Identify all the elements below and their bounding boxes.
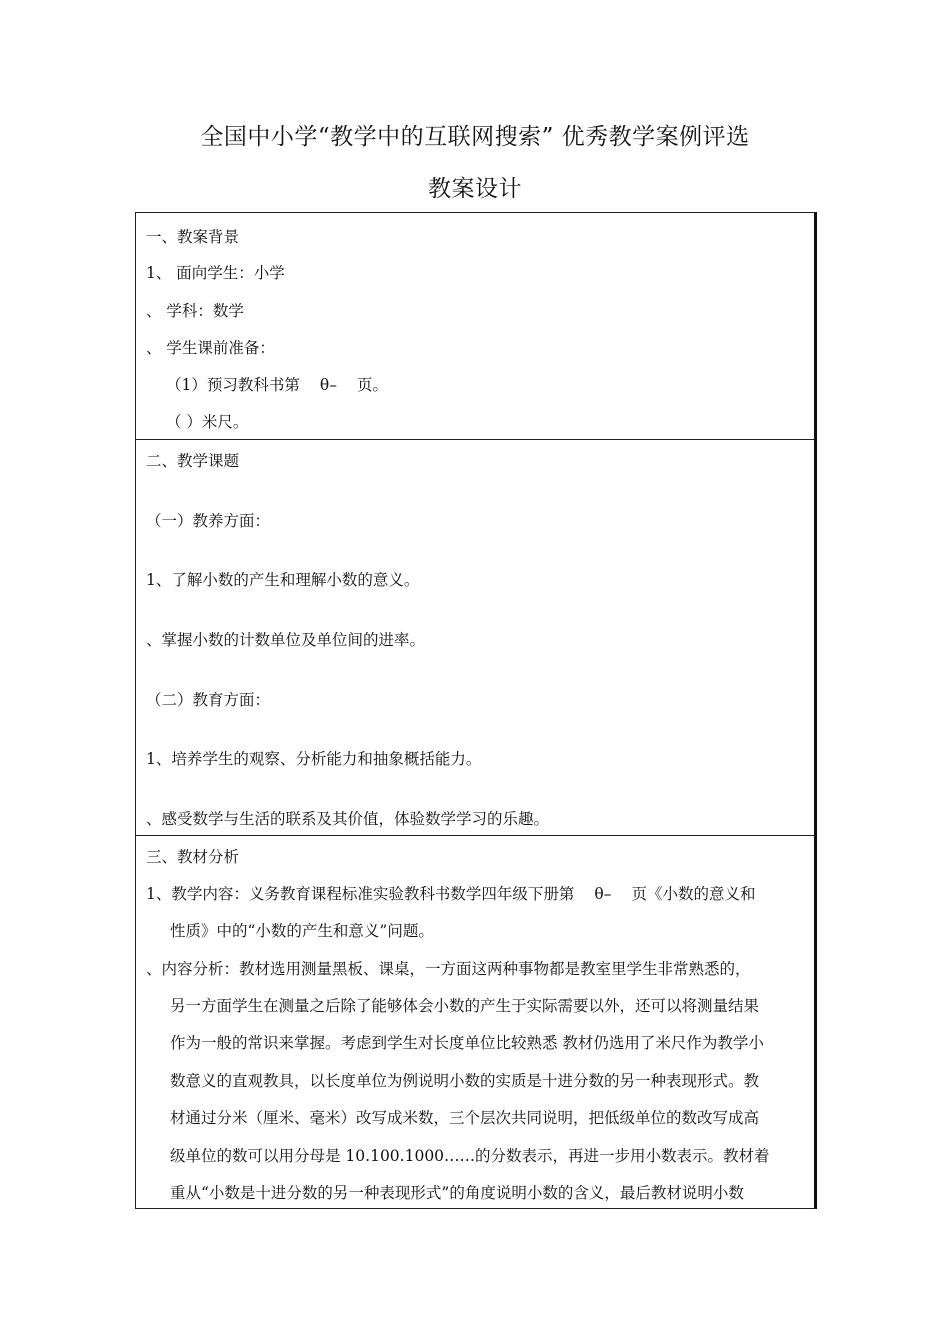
subject: 、 学科：数学 bbox=[146, 302, 244, 320]
list-item: 1、了解小数的产生和理解小数的意义。 bbox=[146, 571, 420, 589]
content-analysis-line: 级单位的数可以用分母是 10.100.1000……的分数表示，再进一步用小数表示。教材着 bbox=[170, 1147, 770, 1165]
teaching-content: 1、教学内容：义务教育课程标准实验教科书数学四年级下册第 θ– 页《小数的意义和 bbox=[146, 885, 756, 903]
teaching-content-cont: 性质》中的“小数的产生和意义”问题。 bbox=[170, 922, 434, 940]
section-divider bbox=[136, 835, 814, 836]
list-item: 1、培养学生的观察、分析能力和抽象概括能力。 bbox=[146, 750, 482, 768]
section-heading: 一、教案背景 bbox=[146, 228, 240, 246]
subsection-heading: （二）教育方面： bbox=[146, 691, 271, 709]
target-students: 1、 面向学生：小学 bbox=[146, 264, 285, 282]
content-analysis-line: 数意义的直观教具，以长度单位为例说明小数的实质是十进分数的另一种表现形式。教 bbox=[170, 1072, 760, 1090]
content-analysis: 、内容分析：教材选用测量黑板、课桌，一方面这两种事物都是教室里学生非常熟悉的， bbox=[146, 960, 751, 978]
lesson-plan-table bbox=[135, 212, 817, 1209]
section-heading: 三、教材分析 bbox=[146, 848, 240, 866]
section-heading: 二、教学课题 bbox=[146, 452, 240, 470]
content-analysis-line: 材通过分米（厘米、毫米）改写成米数，三个层次共同说明，把低级单位的数改写成高 bbox=[170, 1109, 760, 1127]
prep-item-preview: （1）预习教科书第 θ– 页。 bbox=[166, 376, 388, 394]
document-subtitle: 教案设计 bbox=[428, 176, 522, 202]
list-item: 、感受数学与生活的联系及其价值，体验数学学习的乐趣。 bbox=[146, 810, 550, 828]
student-preparation: 、 学生课前准备： bbox=[146, 339, 275, 357]
content-analysis-line: 作为一般的常识来掌握。考虑到学生对长度单位比较熟悉 教材仍选用了米尺作为教学小 bbox=[170, 1034, 764, 1052]
content-analysis-line: 重从“小数是十进分数的另一种表现形式”的角度说明小数的含义，最后教材说明小数 bbox=[170, 1184, 744, 1202]
section-divider bbox=[136, 439, 814, 440]
list-item: 、掌握小数的计数单位及单位间的进率。 bbox=[146, 631, 426, 649]
document-title: 全国中小学“教学中的互联网搜索” 优秀教学案例评选 bbox=[200, 124, 750, 150]
subsection-heading: （一）教养方面： bbox=[146, 512, 271, 530]
content-analysis-line: 另一方面学生在测量之后除了能够体会小数的产生于实际需要以外，还可以将测量结果 bbox=[170, 997, 760, 1015]
prep-item-ruler: （ ）米尺。 bbox=[166, 413, 249, 431]
